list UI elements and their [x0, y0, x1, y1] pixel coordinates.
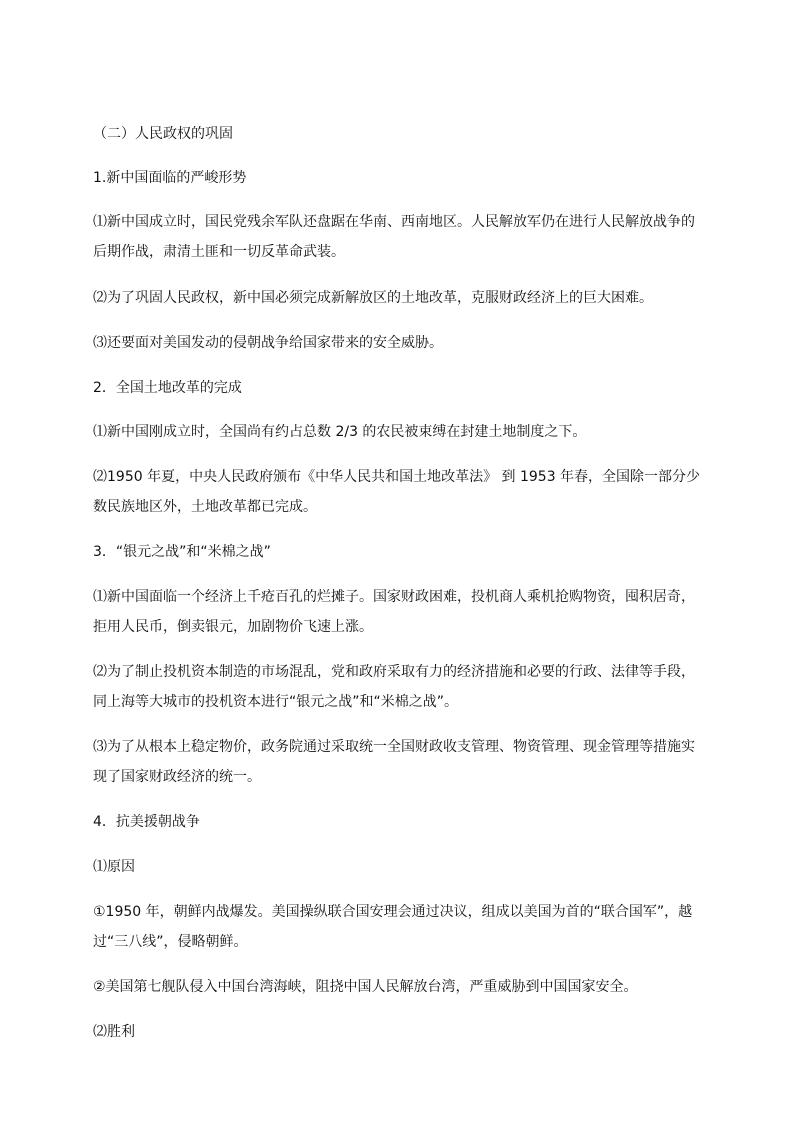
paragraph-line: 数民族地区外，土地改革都已完成。 — [93, 499, 317, 515]
paragraph-line: ⑵胜利 — [93, 1024, 135, 1040]
section-heading: （二）人民政权的巩固 — [93, 126, 233, 142]
paragraph-line: ⑶还要面对美国发动的侵朝战争给国家带来的安全威胁。 — [93, 335, 443, 351]
paragraph-line: ⑴新中国刚成立时，全国尚有约占总数 2/3 的农民被束缚在封建土地制度之下。 — [93, 424, 587, 440]
paragraph-line: ⑴原因 — [93, 859, 135, 875]
paragraph-line: ⑵1950 年夏，中央人民政府颁布《中华人民共和国土地改革法》 到 1953 年春，全国除一部分少 — [93, 469, 701, 485]
paragraph-line: ⑵为了制止投机资本制造的市场混乱，党和政府采取有力的经济措施和必要的行政、法律等手段， — [93, 664, 695, 680]
subsection-heading: 2．全国土地改革的完成 — [93, 380, 242, 396]
paragraph-line: ⑶为了从根本上稳定物价，政务院通过采取统一全国财政收支管理、物资管理、现金管理等措施实 — [93, 739, 695, 755]
paragraph-line: ⑴新中国面临一个经济上千疮百孔的烂摊子。国家财政困难，投机商人乘机抢购物资，囤积居奇， — [93, 589, 695, 605]
paragraph-line: 同上海等大城市的投机资本进行“银元之战”和“米棉之战”。 — [93, 694, 459, 710]
subsection-heading: 3．“银元之战”和“米棉之战” — [93, 544, 271, 560]
paragraph-line: 过“三八线”，侵略朝鲜。 — [93, 934, 248, 950]
subsection-heading: 4．抗美援朝战争 — [93, 814, 200, 830]
paragraph-line: ①1950 年，朝鲜内战爆发。美国操纵联合国安理会通过决议，组成以美国为首的“联合国军”，越 — [93, 904, 693, 920]
paragraph-line: 后期作战，肃清土匪和一切反革命武装。 — [93, 244, 345, 260]
subsection-heading: 1.新中国面临的严峻形势 — [93, 170, 247, 186]
paragraph-line: 现了国家财政经济的统一。 — [93, 769, 261, 785]
paragraph-line: ⑴新中国成立时，国民党残余军队还盘踞在华南、西南地区。人民解放军仍在进行人民解放战争的 — [93, 214, 695, 230]
paragraph-line: 拒用人民币，倒卖银元，加剧物价飞速上涨。 — [93, 619, 373, 635]
paragraph-line: ②美国第七舰队侵入中国台湾海峡，阻挠中国人民解放台湾，严重威胁到中国国家安全。 — [93, 979, 638, 995]
paragraph-line: ⑵为了巩固人民政权，新中国必须完成新解放区的土地改革，克服财政经济上的巨大困难。 — [93, 290, 653, 306]
